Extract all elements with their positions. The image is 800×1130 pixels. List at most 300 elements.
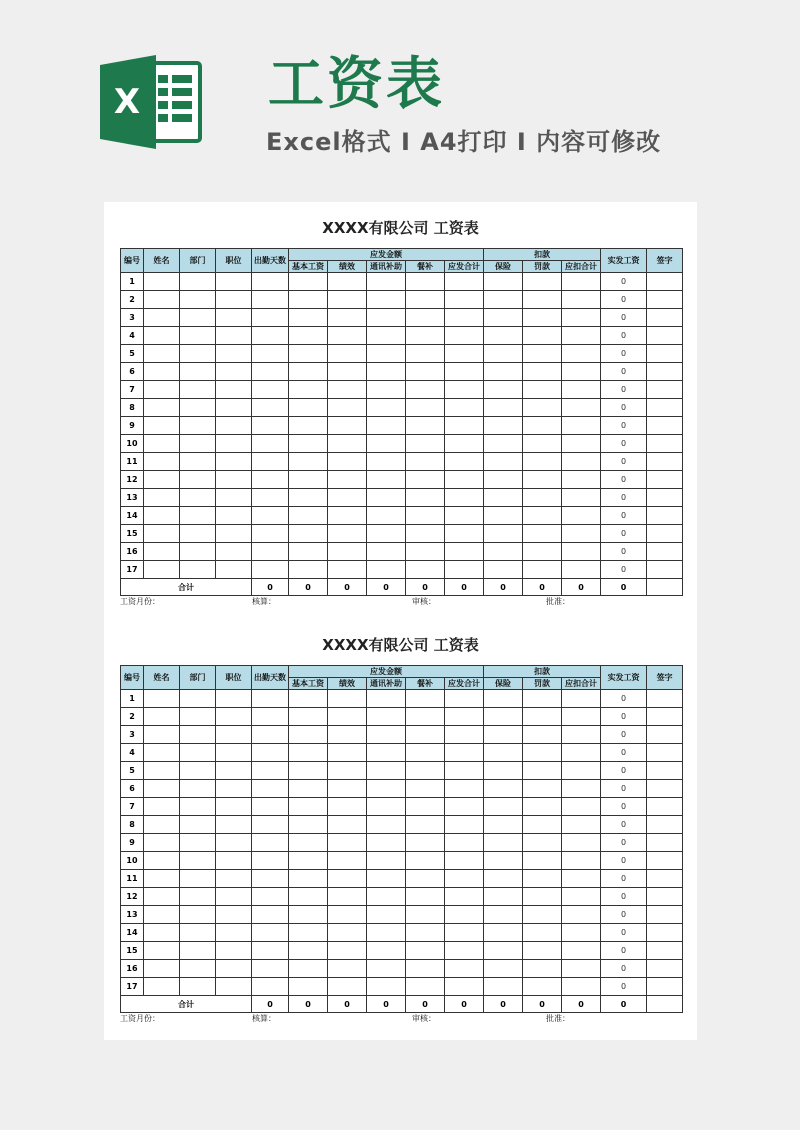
- table-cell[interactable]: [289, 924, 328, 942]
- table-cell[interactable]: [406, 780, 445, 798]
- table-cell[interactable]: [289, 780, 328, 798]
- sign-cell[interactable]: [647, 363, 683, 381]
- total-cell[interactable]: 0: [484, 579, 523, 596]
- table-cell[interactable]: [562, 399, 601, 417]
- table-cell[interactable]: [216, 453, 252, 471]
- table-cell[interactable]: [289, 399, 328, 417]
- sign-cell[interactable]: [647, 996, 683, 1013]
- table-cell[interactable]: [445, 363, 484, 381]
- table-cell[interactable]: [180, 525, 216, 543]
- table-cell[interactable]: [289, 273, 328, 291]
- table-cell[interactable]: [328, 273, 367, 291]
- table-cell[interactable]: [216, 978, 252, 996]
- net-pay-cell[interactable]: 0: [601, 309, 647, 327]
- table-cell[interactable]: [562, 381, 601, 399]
- table-cell[interactable]: [289, 327, 328, 345]
- table-cell[interactable]: [216, 924, 252, 942]
- table-cell[interactable]: [523, 291, 562, 309]
- table-cell[interactable]: [445, 345, 484, 363]
- table-cell[interactable]: [562, 525, 601, 543]
- net-pay-cell[interactable]: 0: [601, 525, 647, 543]
- table-cell[interactable]: [445, 690, 484, 708]
- net-pay-cell[interactable]: 0: [601, 690, 647, 708]
- net-pay-cell[interactable]: 0: [601, 978, 647, 996]
- table-cell[interactable]: [523, 906, 562, 924]
- table-cell[interactable]: [216, 762, 252, 780]
- table-cell[interactable]: [484, 708, 523, 726]
- table-cell[interactable]: [367, 726, 406, 744]
- table-cell[interactable]: [523, 852, 562, 870]
- sign-cell[interactable]: [647, 579, 683, 596]
- table-cell[interactable]: [180, 924, 216, 942]
- table-cell[interactable]: [562, 852, 601, 870]
- table-cell[interactable]: [328, 489, 367, 507]
- table-cell[interactable]: [180, 852, 216, 870]
- table-cell[interactable]: [445, 762, 484, 780]
- table-cell[interactable]: [180, 453, 216, 471]
- table-cell[interactable]: [289, 960, 328, 978]
- table-cell[interactable]: [216, 417, 252, 435]
- table-cell[interactable]: [216, 852, 252, 870]
- table-cell[interactable]: [252, 906, 289, 924]
- total-cell[interactable]: 0: [445, 996, 484, 1013]
- table-cell[interactable]: [562, 924, 601, 942]
- table-cell[interactable]: [445, 489, 484, 507]
- sign-cell[interactable]: [647, 399, 683, 417]
- table-cell[interactable]: [289, 345, 328, 363]
- total-cell[interactable]: 0: [523, 579, 562, 596]
- table-cell[interactable]: [328, 327, 367, 345]
- table-cell[interactable]: [367, 399, 406, 417]
- table-cell[interactable]: [289, 363, 328, 381]
- table-cell[interactable]: [252, 960, 289, 978]
- table-cell[interactable]: [406, 762, 445, 780]
- sign-cell[interactable]: [647, 762, 683, 780]
- table-cell[interactable]: [523, 345, 562, 363]
- table-cell[interactable]: [484, 345, 523, 363]
- table-cell[interactable]: [445, 852, 484, 870]
- table-cell[interactable]: [328, 762, 367, 780]
- table-cell[interactable]: [289, 417, 328, 435]
- table-cell[interactable]: [180, 489, 216, 507]
- table-cell[interactable]: [484, 978, 523, 996]
- table-cell[interactable]: [328, 291, 367, 309]
- table-cell[interactable]: [180, 345, 216, 363]
- table-cell[interactable]: [289, 381, 328, 399]
- table-cell[interactable]: [484, 543, 523, 561]
- table-cell[interactable]: [367, 507, 406, 525]
- table-cell[interactable]: [562, 726, 601, 744]
- table-cell[interactable]: [445, 960, 484, 978]
- table-cell[interactable]: [216, 273, 252, 291]
- table-cell[interactable]: [562, 744, 601, 762]
- table-cell[interactable]: [180, 762, 216, 780]
- table-cell[interactable]: [180, 708, 216, 726]
- table-cell[interactable]: [523, 525, 562, 543]
- total-cell[interactable]: 0: [252, 996, 289, 1013]
- table-cell[interactable]: [289, 726, 328, 744]
- table-cell[interactable]: [289, 708, 328, 726]
- table-cell[interactable]: [445, 744, 484, 762]
- table-cell[interactable]: [523, 978, 562, 996]
- table-cell[interactable]: [216, 834, 252, 852]
- net-pay-cell[interactable]: 0: [601, 543, 647, 561]
- table-cell[interactable]: [562, 888, 601, 906]
- table-cell[interactable]: [216, 345, 252, 363]
- table-cell[interactable]: [523, 399, 562, 417]
- table-cell[interactable]: [367, 690, 406, 708]
- table-cell[interactable]: [252, 363, 289, 381]
- table-cell[interactable]: [406, 924, 445, 942]
- table-cell[interactable]: [367, 834, 406, 852]
- sign-cell[interactable]: [647, 726, 683, 744]
- table-cell[interactable]: [328, 816, 367, 834]
- total-cell[interactable]: 0: [484, 996, 523, 1013]
- table-cell[interactable]: [445, 417, 484, 435]
- table-cell[interactable]: [144, 798, 180, 816]
- table-cell[interactable]: [180, 816, 216, 834]
- table-cell[interactable]: [406, 870, 445, 888]
- table-cell[interactable]: [144, 852, 180, 870]
- net-pay-cell[interactable]: 0: [601, 762, 647, 780]
- table-cell[interactable]: [406, 906, 445, 924]
- table-cell[interactable]: [406, 273, 445, 291]
- sign-cell[interactable]: [647, 327, 683, 345]
- table-cell[interactable]: [216, 435, 252, 453]
- table-cell[interactable]: [445, 453, 484, 471]
- table-cell[interactable]: [484, 744, 523, 762]
- table-cell[interactable]: [406, 888, 445, 906]
- table-cell[interactable]: [144, 273, 180, 291]
- table-cell[interactable]: [484, 690, 523, 708]
- table-cell[interactable]: [289, 798, 328, 816]
- table-cell[interactable]: [367, 363, 406, 381]
- table-cell[interactable]: [406, 453, 445, 471]
- table-cell[interactable]: [180, 363, 216, 381]
- table-cell[interactable]: [252, 561, 289, 579]
- table-cell[interactable]: [484, 507, 523, 525]
- table-cell[interactable]: [180, 471, 216, 489]
- table-cell[interactable]: [144, 291, 180, 309]
- table-cell[interactable]: [252, 888, 289, 906]
- table-cell[interactable]: [562, 327, 601, 345]
- table-cell[interactable]: [523, 453, 562, 471]
- table-cell[interactable]: [252, 798, 289, 816]
- sign-cell[interactable]: [647, 417, 683, 435]
- table-cell[interactable]: [328, 744, 367, 762]
- total-cell[interactable]: 0: [601, 579, 647, 596]
- table-cell[interactable]: [562, 453, 601, 471]
- table-cell[interactable]: [406, 834, 445, 852]
- net-pay-cell[interactable]: 0: [601, 834, 647, 852]
- table-cell[interactable]: [445, 525, 484, 543]
- table-cell[interactable]: [523, 708, 562, 726]
- net-pay-cell[interactable]: 0: [601, 798, 647, 816]
- table-cell[interactable]: [523, 690, 562, 708]
- table-cell[interactable]: [328, 798, 367, 816]
- table-cell[interactable]: [180, 744, 216, 762]
- table-cell[interactable]: [180, 399, 216, 417]
- table-cell[interactable]: [216, 960, 252, 978]
- table-cell[interactable]: [367, 345, 406, 363]
- table-cell[interactable]: [180, 507, 216, 525]
- table-cell[interactable]: [180, 561, 216, 579]
- table-cell[interactable]: [484, 816, 523, 834]
- sign-cell[interactable]: [647, 489, 683, 507]
- total-cell[interactable]: 0: [445, 579, 484, 596]
- table-cell[interactable]: [252, 924, 289, 942]
- table-cell[interactable]: [367, 888, 406, 906]
- table-cell[interactable]: [252, 834, 289, 852]
- table-cell[interactable]: [328, 852, 367, 870]
- table-cell[interactable]: [445, 435, 484, 453]
- table-cell[interactable]: [216, 690, 252, 708]
- table-cell[interactable]: [523, 327, 562, 345]
- net-pay-cell[interactable]: 0: [601, 726, 647, 744]
- table-cell[interactable]: [445, 708, 484, 726]
- table-cell[interactable]: [289, 942, 328, 960]
- table-cell[interactable]: [484, 309, 523, 327]
- table-cell[interactable]: [367, 543, 406, 561]
- table-cell[interactable]: [562, 960, 601, 978]
- sign-cell[interactable]: [647, 471, 683, 489]
- table-cell[interactable]: [328, 978, 367, 996]
- table-cell[interactable]: [144, 435, 180, 453]
- table-cell[interactable]: [406, 417, 445, 435]
- table-cell[interactable]: [367, 561, 406, 579]
- table-cell[interactable]: [367, 291, 406, 309]
- table-cell[interactable]: [252, 399, 289, 417]
- table-cell[interactable]: [523, 435, 562, 453]
- table-cell[interactable]: [406, 852, 445, 870]
- table-cell[interactable]: [523, 417, 562, 435]
- table-cell[interactable]: [289, 852, 328, 870]
- sign-cell[interactable]: [647, 345, 683, 363]
- table-cell[interactable]: [180, 888, 216, 906]
- table-cell[interactable]: [180, 435, 216, 453]
- table-cell[interactable]: [328, 780, 367, 798]
- net-pay-cell[interactable]: 0: [601, 291, 647, 309]
- table-cell[interactable]: [289, 453, 328, 471]
- net-pay-cell[interactable]: 0: [601, 435, 647, 453]
- net-pay-cell[interactable]: 0: [601, 888, 647, 906]
- sign-cell[interactable]: [647, 507, 683, 525]
- table-cell[interactable]: [445, 834, 484, 852]
- table-cell[interactable]: [523, 726, 562, 744]
- table-cell[interactable]: [367, 870, 406, 888]
- sign-cell[interactable]: [647, 291, 683, 309]
- table-cell[interactable]: [562, 942, 601, 960]
- table-cell[interactable]: [180, 309, 216, 327]
- table-cell[interactable]: [144, 543, 180, 561]
- table-cell[interactable]: [144, 399, 180, 417]
- table-cell[interactable]: [562, 309, 601, 327]
- table-cell[interactable]: [523, 309, 562, 327]
- table-cell[interactable]: [289, 525, 328, 543]
- table-cell[interactable]: [289, 834, 328, 852]
- table-cell[interactable]: [523, 744, 562, 762]
- table-cell[interactable]: [252, 273, 289, 291]
- table-cell[interactable]: [562, 561, 601, 579]
- table-cell[interactable]: [328, 453, 367, 471]
- table-cell[interactable]: [445, 942, 484, 960]
- net-pay-cell[interactable]: 0: [601, 345, 647, 363]
- table-cell[interactable]: [144, 690, 180, 708]
- table-cell[interactable]: [562, 489, 601, 507]
- table-cell[interactable]: [484, 561, 523, 579]
- table-cell[interactable]: [523, 381, 562, 399]
- table-cell[interactable]: [445, 870, 484, 888]
- table-cell[interactable]: [406, 399, 445, 417]
- table-cell[interactable]: [484, 870, 523, 888]
- sign-cell[interactable]: [647, 273, 683, 291]
- table-cell[interactable]: [252, 525, 289, 543]
- table-cell[interactable]: [367, 906, 406, 924]
- table-cell[interactable]: [562, 690, 601, 708]
- sign-cell[interactable]: [647, 690, 683, 708]
- table-cell[interactable]: [484, 924, 523, 942]
- table-cell[interactable]: [289, 870, 328, 888]
- table-cell[interactable]: [252, 417, 289, 435]
- table-cell[interactable]: [562, 870, 601, 888]
- table-cell[interactable]: [367, 798, 406, 816]
- table-cell[interactable]: [216, 507, 252, 525]
- net-pay-cell[interactable]: 0: [601, 852, 647, 870]
- table-cell[interactable]: [289, 507, 328, 525]
- table-cell[interactable]: [328, 525, 367, 543]
- table-cell[interactable]: [523, 924, 562, 942]
- net-pay-cell[interactable]: 0: [601, 399, 647, 417]
- table-cell[interactable]: [216, 816, 252, 834]
- table-cell[interactable]: [328, 309, 367, 327]
- table-cell[interactable]: [406, 291, 445, 309]
- table-cell[interactable]: [328, 381, 367, 399]
- table-cell[interactable]: [289, 690, 328, 708]
- table-cell[interactable]: [144, 906, 180, 924]
- table-cell[interactable]: [328, 960, 367, 978]
- table-cell[interactable]: [289, 816, 328, 834]
- table-cell[interactable]: [144, 489, 180, 507]
- table-cell[interactable]: [216, 525, 252, 543]
- table-cell[interactable]: [484, 780, 523, 798]
- net-pay-cell[interactable]: 0: [601, 960, 647, 978]
- total-cell[interactable]: 0: [562, 996, 601, 1013]
- table-cell[interactable]: [367, 708, 406, 726]
- table-cell[interactable]: [484, 834, 523, 852]
- table-cell[interactable]: [144, 417, 180, 435]
- table-cell[interactable]: [562, 471, 601, 489]
- sign-cell[interactable]: [647, 834, 683, 852]
- net-pay-cell[interactable]: 0: [601, 816, 647, 834]
- total-cell[interactable]: 0: [367, 996, 406, 1013]
- total-cell[interactable]: 0: [252, 579, 289, 596]
- table-cell[interactable]: [252, 762, 289, 780]
- table-cell[interactable]: [252, 291, 289, 309]
- table-cell[interactable]: [523, 798, 562, 816]
- table-cell[interactable]: [445, 924, 484, 942]
- net-pay-cell[interactable]: 0: [601, 381, 647, 399]
- table-cell[interactable]: [562, 780, 601, 798]
- table-cell[interactable]: [216, 906, 252, 924]
- table-cell[interactable]: [216, 543, 252, 561]
- table-cell[interactable]: [406, 960, 445, 978]
- table-cell[interactable]: [445, 381, 484, 399]
- table-cell[interactable]: [289, 888, 328, 906]
- table-cell[interactable]: [445, 978, 484, 996]
- net-pay-cell[interactable]: 0: [601, 417, 647, 435]
- table-cell[interactable]: [445, 798, 484, 816]
- table-cell[interactable]: [484, 906, 523, 924]
- table-cell[interactable]: [144, 507, 180, 525]
- table-cell[interactable]: [328, 561, 367, 579]
- table-cell[interactable]: [144, 345, 180, 363]
- table-cell[interactable]: [144, 363, 180, 381]
- table-cell[interactable]: [216, 381, 252, 399]
- table-cell[interactable]: [180, 327, 216, 345]
- net-pay-cell[interactable]: 0: [601, 327, 647, 345]
- table-cell[interactable]: [406, 489, 445, 507]
- table-cell[interactable]: [216, 780, 252, 798]
- table-cell[interactable]: [180, 273, 216, 291]
- table-cell[interactable]: [289, 435, 328, 453]
- table-cell[interactable]: [252, 345, 289, 363]
- table-cell[interactable]: [144, 708, 180, 726]
- table-cell[interactable]: [562, 345, 601, 363]
- table-cell[interactable]: [144, 942, 180, 960]
- table-cell[interactable]: [484, 726, 523, 744]
- table-cell[interactable]: [252, 543, 289, 561]
- table-cell[interactable]: [484, 399, 523, 417]
- table-cell[interactable]: [562, 762, 601, 780]
- table-cell[interactable]: [484, 762, 523, 780]
- sign-cell[interactable]: [647, 780, 683, 798]
- table-cell[interactable]: [328, 507, 367, 525]
- table-cell[interactable]: [406, 525, 445, 543]
- table-cell[interactable]: [216, 744, 252, 762]
- net-pay-cell[interactable]: 0: [601, 363, 647, 381]
- table-cell[interactable]: [252, 381, 289, 399]
- sign-cell[interactable]: [647, 852, 683, 870]
- table-cell[interactable]: [367, 381, 406, 399]
- table-cell[interactable]: [445, 726, 484, 744]
- sign-cell[interactable]: [647, 906, 683, 924]
- sign-cell[interactable]: [647, 561, 683, 579]
- table-cell[interactable]: [406, 381, 445, 399]
- net-pay-cell[interactable]: 0: [601, 942, 647, 960]
- table-cell[interactable]: [289, 291, 328, 309]
- net-pay-cell[interactable]: 0: [601, 507, 647, 525]
- table-cell[interactable]: [144, 309, 180, 327]
- table-cell[interactable]: [367, 924, 406, 942]
- table-cell[interactable]: [484, 363, 523, 381]
- table-cell[interactable]: [484, 435, 523, 453]
- table-cell[interactable]: [216, 291, 252, 309]
- table-cell[interactable]: [367, 762, 406, 780]
- table-cell[interactable]: [180, 870, 216, 888]
- table-cell[interactable]: [144, 471, 180, 489]
- sign-cell[interactable]: [647, 708, 683, 726]
- table-cell[interactable]: [367, 309, 406, 327]
- table-cell[interactable]: [252, 309, 289, 327]
- table-cell[interactable]: [216, 870, 252, 888]
- total-cell[interactable]: 0: [289, 996, 328, 1013]
- table-cell[interactable]: [484, 453, 523, 471]
- table-cell[interactable]: [445, 780, 484, 798]
- table-cell[interactable]: [216, 561, 252, 579]
- table-cell[interactable]: [484, 960, 523, 978]
- net-pay-cell[interactable]: 0: [601, 924, 647, 942]
- table-cell[interactable]: [523, 471, 562, 489]
